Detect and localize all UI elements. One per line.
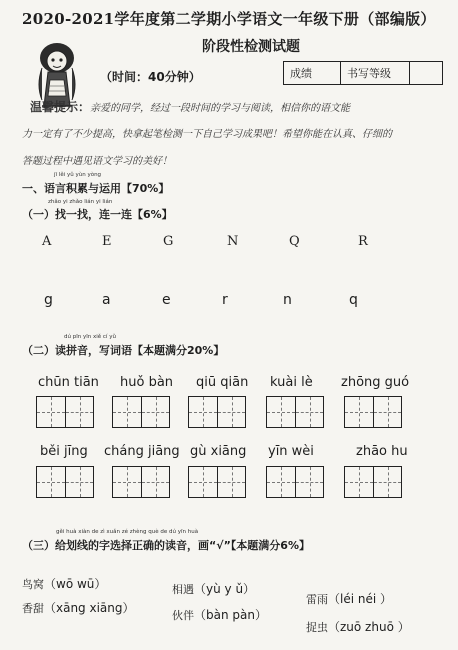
q1-pinyin: zhǎo yi zhǎo lián yi lián <box>48 199 113 205</box>
upper-letter[interactable]: A <box>42 234 52 249</box>
handwriting-grade-field[interactable] <box>409 62 442 84</box>
pinyin-prompt: yīn wèi <box>268 444 314 459</box>
writing-grid[interactable] <box>344 396 402 428</box>
pinyin-prompt: zhōng guó <box>341 375 410 390</box>
lower-letter[interactable]: a <box>102 292 111 308</box>
choice-item[interactable]: 捉虫（zuō zhuō ） <box>306 620 410 634</box>
q2-heading: （二）读拼音，写词语【本题满分20%】 <box>22 344 225 357</box>
choice-item[interactable]: 相遇（yù y ǔ） <box>172 582 256 596</box>
choice-item[interactable]: 雷雨（léi néi ） <box>306 592 393 606</box>
q1-heading: （一）找一找，连一连【6%】 <box>22 208 173 221</box>
pinyin-prompt: qiū qiān <box>196 375 249 390</box>
exam-time: （时间：40分钟） <box>100 70 201 84</box>
pinyin-prompt: chūn tiān <box>38 375 99 390</box>
upper-letter[interactable]: R <box>358 234 368 249</box>
page-title: 2020-2021学年度第二学期小学语文一年级下册（部编版） <box>22 10 436 28</box>
pinyin-prompt: gù xiāng <box>190 444 247 459</box>
upper-letter[interactable]: E <box>102 234 112 249</box>
writing-grid[interactable] <box>266 396 324 428</box>
pinyin-prompt: zhāo hu <box>356 444 408 459</box>
choice-item[interactable]: 鸟窝（wō wū） <box>22 577 107 591</box>
choice-item[interactable]: 伙伴（bàn pàn） <box>172 608 267 622</box>
writing-grid[interactable] <box>188 396 246 428</box>
writing-grid[interactable] <box>344 466 402 498</box>
score-label: 成绩 <box>284 62 341 84</box>
pinyin-prompt: kuài lè <box>270 375 313 390</box>
tip-line-1: 温馨提示：亲爱的同学，经过一段时间的学习与阅读，相信你的语文能 <box>30 100 351 114</box>
pinyin-prompt: huǒ bàn <box>120 375 174 390</box>
pinyin-prompt: běi jīng <box>40 444 88 459</box>
score-box <box>283 61 443 85</box>
lower-letter[interactable]: n <box>283 292 292 308</box>
writing-grid[interactable] <box>188 466 246 498</box>
writing-grid[interactable] <box>112 396 170 428</box>
q3-pinyin: gěi huà xiàn de zì xuǎn zé zhèng què de dú yīn huà <box>56 529 199 535</box>
handwriting-label: 书写等级 <box>347 67 391 80</box>
tip-line-3: 答题过程中遇见语文学习的美好！ <box>22 156 172 167</box>
writing-grid[interactable] <box>266 466 324 498</box>
part1-pinyin: jī lěi yǔ yùn yòng <box>54 172 102 178</box>
pinyin-prompt: cháng jiāng <box>104 444 180 459</box>
lower-letter[interactable]: r <box>222 292 228 308</box>
writing-grid[interactable] <box>112 466 170 498</box>
tip-label: 温馨提示： <box>30 100 91 114</box>
writing-grid[interactable] <box>36 466 94 498</box>
page-subtitle: 阶段性检测试题 <box>202 39 300 55</box>
writing-grid[interactable] <box>36 396 94 428</box>
upper-letter[interactable]: Q <box>289 234 300 249</box>
q3-heading: （三）给划线的字选择正确的读音，画“√”【本题满分6%】 <box>22 539 310 552</box>
upper-letter[interactable]: G <box>163 234 174 249</box>
q2-pinyin: dú pīn yīn xiě cí yǔ <box>64 334 116 340</box>
lower-letter[interactable]: g <box>44 292 53 308</box>
upper-letter[interactable]: N <box>227 234 239 249</box>
choice-item[interactable]: 香甜（xāng xiāng） <box>22 601 135 615</box>
lower-letter[interactable]: e <box>162 292 171 308</box>
lower-letter[interactable]: q <box>349 292 358 308</box>
tip-line-2: 力一定有了不少提高，快拿起笔检测一下自己学习成果吧！希望你能在认真、仔细的 <box>22 129 392 140</box>
part1-heading: 一、语言积累与运用【70%】 <box>22 182 170 195</box>
